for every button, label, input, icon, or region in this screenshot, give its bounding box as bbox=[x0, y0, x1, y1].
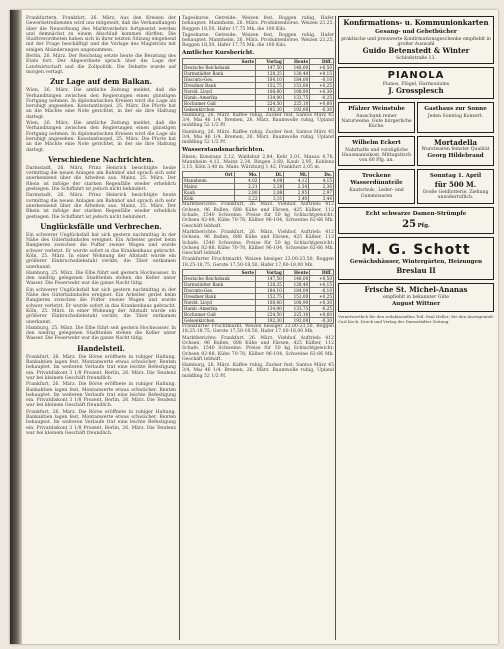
left-heading-balkan: Zur Lage auf dem Balkan. bbox=[50, 77, 152, 87]
water-table-cell: 3,40 bbox=[284, 196, 309, 202]
stock-table-cell: 133,75 bbox=[283, 94, 309, 100]
left-column bbox=[26, 16, 176, 437]
stock-table-2-cell: Bochumer Guß bbox=[183, 312, 256, 318]
ad-eckert bbox=[338, 136, 415, 167]
stock-table-2-cell: 153,00 bbox=[283, 294, 309, 300]
ad-trockene-title: Trockene Wasserdünnteile bbox=[350, 173, 403, 187]
ad-mortadella-text: Wurstwaren feinster Qualität bbox=[421, 147, 490, 153]
ad-eckert-text: Nahrhafte und vorzügliche Hausmannskost. Mittagstisch von 60 Pfg. an. bbox=[341, 147, 412, 164]
stock-table-2-cell: +0,50 bbox=[310, 276, 334, 282]
stock-table-2-cell: +0,60 bbox=[310, 312, 334, 318]
stock-table-cell: 108,60 bbox=[256, 88, 284, 94]
ad-ananas-name: August Wittner bbox=[391, 300, 441, 307]
water-table-cell: 3,31 bbox=[259, 196, 284, 202]
left-paragraph-4: Darmstadt, 26. März. Prinz Heinrich besichtigte heute vormittag die neuen Anlagen am Bahnhof und sprach sich sehr anerkennend über die Arbeiten aus. Mainz, 25. März. Der Rhein ist infolge der starken Regenfälle wieder erheblich gestiegen. Die Schiffahrt ist jedoch nicht behindert. bbox=[26, 165, 176, 193]
ad-weinstube-text: Ausschank reiner Naturweine. Gute bürgerliche Küche. bbox=[341, 113, 412, 130]
left-paragraph-6b: Hamburg, 25. März. Die Elbe führt seit gestern Hochwasser. In den niedrig gelegenen Stadtteilen stehen die Keller unter Wasser. Die Feuerwehr war die ganze Nacht tätig. bbox=[26, 325, 176, 342]
left-paragraph-5b: Ein schwerer Unglücksfall hat sich gestern nachmittag in der Nähe des Güterbahnhofes ereignet. Ein Arbeiter geriet beim Rangieren zwischen die Puffer zweier Wagen und wurde schwer verletzt. Er wurde sofort in das Krankenhaus gebracht. Köln, 25. März. In einer Wohnung der Altstadt wurde ein größerer Einbruchsdiebstahl verübt; die Täter entkamen unerkannt. bbox=[26, 287, 176, 325]
stock-table-2-cell: Darmstädter Bank bbox=[183, 282, 256, 288]
stock-table-2-cell: 192,00 bbox=[283, 318, 309, 324]
stock-table-2-cell: Nordd. Lloyd bbox=[183, 300, 256, 306]
stock-table-cell: 153,00 bbox=[283, 82, 309, 88]
stock-table-2-cell: -0,30 bbox=[310, 318, 334, 324]
stock-table-cell: +0,30 bbox=[310, 88, 334, 94]
stock-table-cell: 134,00 bbox=[256, 94, 284, 100]
water-table-cell: 3,44 bbox=[309, 196, 334, 202]
water-table-cell: 2,28 bbox=[259, 184, 284, 190]
ad-weinstube bbox=[338, 102, 415, 133]
stock-table-2-cell: +0,25 bbox=[310, 294, 334, 300]
stock-table-2-cell: 224,50 bbox=[256, 312, 284, 318]
stock-table-2-row bbox=[183, 318, 334, 324]
ad-pianola bbox=[338, 67, 494, 99]
stock-table-2-cell: 133,75 bbox=[283, 306, 309, 312]
middle-paragraph-1b: Tageskurse. Getreide: Weizen fest, Roggen ruhig, Hafer behauptet. Mannheim, 26. März. Produktenbörse. Weizen 23,25, Roggen 18,50, Hafer 17,75 Mk. die 100 Kilo. bbox=[182, 32, 334, 49]
stock-table-2-cell: Dresdner Bank bbox=[183, 294, 256, 300]
water-table-cell: 2,21 bbox=[234, 184, 259, 190]
stock-table-cell: Nordd. Lloyd bbox=[183, 88, 256, 94]
stock-table-cell: Hamb.-Amerika bbox=[183, 94, 256, 100]
ad-pianola-name: J. Grossplesch bbox=[388, 86, 444, 96]
stock-table-2-cell: 134,00 bbox=[256, 306, 284, 312]
ad-sonne bbox=[417, 102, 494, 133]
stock-table-2-header-cell: Vortag bbox=[256, 270, 284, 276]
middle-paragraph-2b: Hamburg, 26. März. Kaffee ruhig. Zucker fest. Santos März 45 3/4, Mai 46 1/4. Bremen, 26. März. Baumwolle ruhig, Upland middling 52 1/2 Pf. bbox=[182, 129, 334, 146]
stock-table-2-cell: Hamb.-Amerika bbox=[183, 306, 256, 312]
stock-table-cell: Dresdner Bank bbox=[183, 82, 256, 88]
left-paragraph-2: Berlin, 26. März. Der Reichstag setzte heute die Beratung des Etats fort. Der Abgeordnete sprach über die Lage der Landwirtschaft und die Zollpolitik. Die Debatte wurde auf morgen vertagt. bbox=[26, 54, 176, 75]
ad-mortadella-title: Mortadella bbox=[433, 137, 478, 147]
stock-table-2-cell: 148,00 bbox=[283, 276, 309, 282]
ad-schott-sub: Gewächshäuser, Wintergärten, Heizungen bbox=[349, 258, 483, 265]
water-table-cell: Kaub bbox=[183, 190, 235, 196]
stock-table-header-cell: Heute bbox=[283, 58, 309, 64]
water-table-cell: 2,36 bbox=[309, 184, 334, 190]
stock-table-cell: 152,75 bbox=[256, 82, 284, 88]
water-table-cell: 3,22 bbox=[234, 196, 259, 202]
stock-table-2-cell: Deutsche Reichsbank bbox=[183, 276, 256, 282]
middle-paragraph-5: Frankfurter Fruchtmarkt. Weizen hiesiger 23,00-23,50, Roggen 18,25-18,75, Gerste 17,50-18,50, Hafer 17,00-18,00 Mk. bbox=[182, 257, 334, 268]
middle-heading-wasser: Wasserstandsnachrichten. bbox=[182, 146, 265, 153]
ad-row-1 bbox=[338, 102, 494, 136]
middle-paragraph-4b: Marktberichte. Frankfurt, 26. März. Viehhof. Auftrieb: 412 Ochsen, 96 Bullen, 688 Kühe und Färsen, 425 Kälber, 112 Schafe, 1540 Schweine. Preise für 50 kg Schlachtgewicht: Ochsen 82-88, Kühe 70-78, Kälber 96-104, Schweine 62-66 Mk. Geschäft lebhaft. bbox=[182, 229, 334, 257]
water-table-header-cell: Ort bbox=[183, 172, 235, 178]
water-table-cell: Mainz bbox=[183, 184, 235, 190]
left-paragraph-3b: Wien, 26. März. Die amtliche Zeitung meldet, daß die Verhandlungen zwischen den Regierungen einen günstigen Fortgang nehmen. In diplomatischen Kreisen wird die Lage als beruhigt angesehen. Konstantinopel, 25. März. Die Pforte hat an die Mächte eine Note gerichtet, in der sie ihre Haltung darlegt. bbox=[26, 121, 176, 153]
stock-table-cell: 192,30 bbox=[256, 106, 284, 112]
left-paragraph-1: Frankfurtern. Frankfurt, 26. März. Aus den Kreisen der Gewerbetreibenden wird uns mitgeteilt, daß die Verhandlungen über die Neuordnung des Marktverkehrs fortgesetzt werden und demnächst zu einem Abschluß kommen dürften. Die Stadtverordneten haben sich in ihrer letzten Sitzung eingehend mit der Frage beschäftigt und die Vorlage des Magistrats mit einigen Abänderungen angenommen. bbox=[26, 16, 176, 53]
stock-table-2 bbox=[182, 269, 334, 324]
ad-konfirmation-address: Schloßstraße 13. bbox=[396, 55, 436, 61]
ad-trockene-text: Kautschuk-, Leder- und Gummiwaren bbox=[349, 188, 404, 199]
stock-table-2-header-cell: Diff. bbox=[310, 270, 334, 276]
water-table-cell: 2,97 bbox=[309, 190, 334, 196]
water-table-cell: 2,88 bbox=[259, 190, 284, 196]
stock-table-2-cell: -0,25 bbox=[310, 306, 334, 312]
stock-table-cell: 184,00 bbox=[283, 76, 309, 82]
water-table bbox=[182, 171, 334, 202]
water-table-header-cell: Do. bbox=[309, 172, 334, 178]
right-column-ads bbox=[338, 16, 494, 324]
water-table-header-cell: Mi. bbox=[284, 172, 309, 178]
newspaper-page bbox=[10, 10, 498, 644]
footer-imprint: Verantwortlich für den redaktionellen Teil: Paul Heller; für den Anzeigenteil: Carl Koch. Druck und Verlag der Darmstädter Zeitung. bbox=[338, 313, 494, 324]
middle-heading-kurs: Amtlicher Kursbericht. bbox=[182, 49, 255, 56]
ad-konfirmation-name: Guido Betenstedt & Winter bbox=[362, 46, 470, 56]
stock-table-cell: Deutsche Reichsbank bbox=[183, 64, 256, 70]
stock-table-cell: -0,30 bbox=[310, 106, 334, 112]
water-table-cell: 4,02 bbox=[234, 178, 259, 184]
left-paragraph-6: Hamburg, 25. März. Die Elbe führt seit gestern Hochwasser. In den niedrig gelegenen Stadtteilen stehen die Keller unter Wasser. Die Feuerwehr war die ganze Nacht tätig. bbox=[26, 270, 176, 287]
stock-table-cell: 108,90 bbox=[283, 88, 309, 94]
stock-table-2-cell: -0,10 bbox=[310, 288, 334, 294]
left-heading-handel: Handelsteil. bbox=[77, 343, 125, 353]
stock-table-header-cell: Sorte bbox=[183, 58, 256, 64]
water-table-cell: Köln bbox=[183, 196, 235, 202]
stock-table-cell: 148,00 bbox=[283, 64, 309, 70]
stock-table-cell: 192,00 bbox=[283, 106, 309, 112]
stock-table-cell: -0,25 bbox=[310, 94, 334, 100]
stock-table-2-cell: +0,30 bbox=[310, 300, 334, 306]
ad-pianola-sub: Pianos, Flügel, Harmoniums bbox=[382, 81, 450, 87]
ad-row-2 bbox=[338, 136, 494, 170]
middle-paragraph-2: Hamburg, 26. März. Kaffee ruhig. Zucker fest. Santos März 45 3/4, Mai 46 1/4. Bremen, 26. März. Baumwolle ruhig, Upland middling 52 1/2 Pf. bbox=[182, 112, 334, 129]
stock-table-2-cell: 128,40 bbox=[283, 282, 309, 288]
ad-schott-city: Breslau II bbox=[396, 265, 436, 275]
ad-struempfe-price: 25 bbox=[402, 218, 416, 230]
stock-table-2-cell: 108,60 bbox=[256, 300, 284, 306]
stock-table-row bbox=[183, 106, 334, 112]
left-paragraph-3: Wien, 26. März. Die amtliche Zeitung meldet, daß die Verhandlungen zwischen den Regierungen einen günstigen Fortgang nehmen. In diplomatischen Kreisen wird die Lage als beruhigt angesehen. Konstantinopel, 25. März. Die Pforte hat an die Mächte eine Note gerichtet, in der sie ihre Haltung darlegt. bbox=[26, 88, 176, 120]
water-table-cell: 2,34 bbox=[284, 184, 309, 190]
stock-table-2-cell: +0,15 bbox=[310, 282, 334, 288]
stock-table-2-cell: 192,30 bbox=[256, 318, 284, 324]
middle-paragraph-3: Rhein: Konstanz 3,12, Waldshut 2,84, Kehl 3,01, Maxau 4,76, Mannheim 4,12, Mainz 2,34, Bingen 2,68, Kaub 2,95, Koblenz 3,15, Köln 3,40 m. Main: Würzburg 1,42, Frankfurt 2,05 m. bbox=[182, 154, 334, 171]
ad-lotterie-price: für 500 M. bbox=[434, 180, 477, 190]
stock-table-2-cell: 152,75 bbox=[256, 294, 284, 300]
water-table-header-cell: Mo. bbox=[234, 172, 259, 178]
stock-table-cell: Disconto-Ges. bbox=[183, 76, 256, 82]
stock-table-2-cell: Gelsenkirchen bbox=[183, 318, 256, 324]
ad-struempfe-title: Echt schwarze Damen-Strümpfe bbox=[365, 210, 467, 217]
ad-eckert-title: Wilhelm Eckert bbox=[352, 139, 401, 146]
ad-trockene bbox=[338, 169, 415, 203]
stock-table-cell: +0,25 bbox=[310, 82, 334, 88]
ad-konfirmation-text: praktische und preiswerte Konfirmationsgeschenke empfiehlt in großer Auswahl bbox=[341, 36, 491, 47]
ad-lotterie-text: Große Geldlotterie. Ziehung unwiderruflich. bbox=[422, 189, 489, 201]
left-heading-nachrichten: Verschiedene Nachrichten. bbox=[48, 154, 154, 164]
column-rule-1 bbox=[179, 16, 180, 640]
middle-paragraph-1: Tageskurse. Getreide: Weizen fest, Roggen ruhig, Hafer behauptet. Mannheim, 26. März. Produktenbörse. Weizen 23,25, Roggen 18,50, Hafer 17,75 Mk. die 100 Kilo. bbox=[182, 16, 334, 32]
stock-table-cell: 128,25 bbox=[256, 70, 284, 76]
stock-table-cell: Bochumer Guß bbox=[183, 100, 256, 106]
left-paragraph-7: Frankfurt, 26. März. Die Börse eröffnete in ruhiger Haltung. Bankaktien lagen fest, Montanwerte etwas schwächer. Renten behauptet. Im weiteren Verlaufe trat eine leichte Befestigung ein. Privatdiskont 3 1/8 Prozent. Berlin, 26. März. Die Tendenz war bei kleinem Geschäft freundlich. bbox=[26, 354, 176, 381]
stock-table-2-cell: 128,25 bbox=[256, 282, 284, 288]
ad-konfirmation-title: Konfirmations- u. Kommunionkarten bbox=[343, 18, 489, 27]
stock-table-2-cell: 225,10 bbox=[283, 312, 309, 318]
ad-ananas-title: Frische St. Michel-Ananas bbox=[364, 285, 468, 295]
ad-row-3 bbox=[338, 169, 494, 206]
stock-table-cell: 224,50 bbox=[256, 100, 284, 106]
stock-table-cell: +0,50 bbox=[310, 64, 334, 70]
stock-table-cell: Darmstädter Bank bbox=[183, 70, 256, 76]
ad-sonne-text: Jeden Sonntag Konzert. bbox=[427, 113, 484, 119]
stock-table-cell: -0,10 bbox=[310, 76, 334, 82]
stock-table-cell: +0,60 bbox=[310, 100, 334, 106]
ad-sonne-title: Gasthaus zur Sonne bbox=[424, 105, 487, 112]
stock-table-2-cell: 108,90 bbox=[283, 300, 309, 306]
stock-table-cell: Gelsenkirchen bbox=[183, 106, 256, 112]
ad-lotterie-title: Sonntag 1. April bbox=[429, 173, 482, 180]
stock-table-2-header-cell: Sorte bbox=[183, 270, 256, 276]
ad-pianola-title: PIANOLA bbox=[387, 69, 445, 81]
ad-weinstube-title: Pfälzer Weinstube bbox=[348, 105, 405, 112]
stock-table-header-cell: Vortag bbox=[256, 58, 284, 64]
left-paragraph-4b: Darmstadt, 26. März. Prinz Heinrich besichtigte heute vormittag die neuen Anlagen am Bahnhof und sprach sich sehr anerkennend über die Arbeiten aus. Mainz, 25. März. Der Rhein ist infolge der starken Regenfälle wieder erheblich gestiegen. Die Schiffahrt ist jedoch nicht behindert. bbox=[26, 193, 176, 220]
stock-table-2-cell: 147,50 bbox=[256, 276, 284, 282]
stock-table-cell: 128,40 bbox=[283, 70, 309, 76]
water-table-cell: 2,95 bbox=[284, 190, 309, 196]
water-table-cell: 2,80 bbox=[234, 190, 259, 196]
ad-ananas bbox=[338, 283, 494, 312]
ad-struempfe-unit: Pfg. bbox=[417, 222, 430, 229]
middle-column bbox=[182, 16, 334, 380]
left-paragraph-7c: Frankfurt, 26. März. Die Börse eröffnete in ruhiger Haltung. Bankaktien lagen fest, Montanwerte etwas schwächer. Renten behauptet. Im weiteren Verlaufe trat eine leichte Befestigung ein. Privatdiskont 3 1/8 Prozent. Berlin, 26. März. Die Tendenz war bei kleinem Geschäft freundlich. bbox=[26, 409, 176, 436]
ad-ananas-text: empfiehlt in bekannter Güte bbox=[383, 294, 449, 300]
stock-table-2-header-cell: Heute bbox=[283, 270, 309, 276]
stock-table bbox=[182, 58, 334, 113]
middle-paragraph-4c: Marktberichte. Frankfurt, 26. März. Viehhof. Auftrieb: 412 Ochsen, 96 Bullen, 688 Kühe und Färsen, 425 Kälber, 112 Schafe, 1540 Schweine. Preise für 50 kg Schlachtgewicht: Ochsen 82-88, Kühe 70-78, Kälber 96-104, Schweine 62-66 Mk. Geschäft lebhaft. bbox=[182, 335, 334, 362]
ad-struempfe bbox=[338, 207, 494, 234]
water-table-header-cell: Di. bbox=[259, 172, 284, 178]
ad-konfirmation-sub: Gesang- und Gebetbücher bbox=[375, 28, 457, 35]
stock-table-2-cell: 184,00 bbox=[283, 288, 309, 294]
ad-konfirmation bbox=[338, 16, 494, 64]
stock-table-2-cell: Disconto-Ges. bbox=[183, 288, 256, 294]
ad-mortadella-name: Georg Hildebrand bbox=[427, 153, 484, 160]
binding-gutter bbox=[10, 10, 22, 644]
ad-mortadella bbox=[417, 136, 494, 167]
middle-paragraph-2c: Hamburg, 26. März. Kaffee ruhig. Zucker fest. Santos März 45 3/4, Mai 46 1/4. Bremen, 26. März. Baumwolle ruhig, Upland middling 52 1/2 Pf. bbox=[182, 363, 334, 379]
water-table-cell: 4,08 bbox=[259, 178, 284, 184]
stock-table-cell: 147,50 bbox=[256, 64, 284, 70]
ad-schott-name: M. G. Schott bbox=[361, 241, 471, 258]
stock-table-cell: +0,15 bbox=[310, 70, 334, 76]
water-table-cell: 4,15 bbox=[309, 178, 334, 184]
left-paragraph-7b: Frankfurt, 26. März. Die Börse eröffnete in ruhiger Haltung. Bankaktien lagen fest, Montanwerte etwas schwächer. Renten behauptet. Im weiteren Verlaufe trat eine leichte Befestigung ein. Privatdiskont 3 1/8 Prozent. Berlin, 26. März. Die Tendenz war bei kleinem Geschäft freundlich. bbox=[26, 382, 176, 409]
middle-paragraph-5b: Frankfurter Fruchtmarkt. Weizen hiesiger 23,00-23,50, Roggen 18,25-18,75, Gerste 17,50-18,50, Hafer 17,00-18,00 Mk. bbox=[182, 324, 334, 335]
left-paragraph-5: Ein schwerer Unglücksfall hat sich gestern nachmittag in der Nähe des Güterbahnhofes ereignet. Ein Arbeiter geriet beim Rangieren zwischen die Puffer zweier Wagen und wurde schwer verletzt. Er wurde sofort in das Krankenhaus gebracht. Köln, 25. März. In einer Wohnung der Altstadt wurde ein größerer Einbruchsdiebstahl verübt; die Täter entkamen unerkannt. bbox=[26, 232, 176, 270]
ad-schott bbox=[338, 237, 494, 281]
water-table-cell: 4,12 bbox=[284, 178, 309, 184]
stock-table-cell: 184,10 bbox=[256, 76, 284, 82]
water-table-cell: Mannheim bbox=[183, 178, 235, 184]
column-rule-2 bbox=[335, 16, 336, 640]
middle-paragraph-4: Marktberichte. Frankfurt, 26. März. Viehhof. Auftrieb: 412 Ochsen, 96 Bullen, 688 Kühe und Färsen, 425 Kälber, 112 Schafe, 1540 Schweine. Preise für 50 kg Schlachtgewicht: Ochsen 82-88, Kühe 70-78, Kälber 96-104, Schweine 62-66 Mk. Geschäft lebhaft. bbox=[182, 202, 334, 229]
stock-table-header-cell: Diff. bbox=[310, 58, 334, 64]
stock-table-2-cell: 184,10 bbox=[256, 288, 284, 294]
left-heading-unglueck: Unglücksfälle und Verbrechen. bbox=[40, 221, 162, 231]
ad-lotterie bbox=[417, 169, 494, 203]
stock-table-cell: 225,10 bbox=[283, 100, 309, 106]
